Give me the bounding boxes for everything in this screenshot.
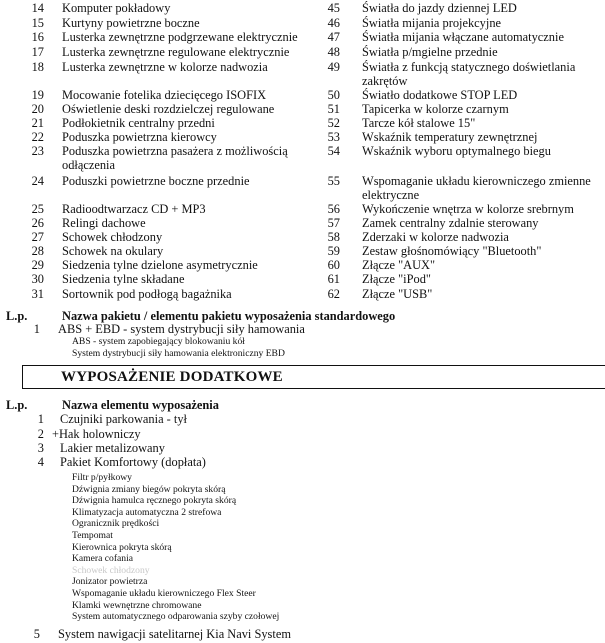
equipment-name: Mocowanie fotelika dziecięcego ISOFIX — [62, 88, 267, 102]
extra-text: System nawigacji satelitarnej Kia Navi System — [58, 627, 291, 641]
equipment-number: 59 — [327, 244, 340, 258]
equipment-number: 24 — [31, 174, 44, 188]
equipment-number: 28 — [31, 244, 44, 258]
equipment-number: 49 — [327, 60, 340, 74]
equipment-name: Tapicerka w kolorze czarnym — [362, 102, 509, 116]
equipment-number: 51 — [327, 102, 340, 116]
equipment-number: 29 — [31, 258, 44, 272]
comfort-package-item: Dźwignia hamulca ręcznego pokryta skórą — [72, 495, 237, 507]
extra-number: 1 — [37, 412, 44, 426]
equipment-number: 23 — [31, 144, 44, 158]
equipment-name: Kurtyny powietrzne boczne — [62, 16, 200, 30]
extra-text: Pakiet Komfortowy (dopłata) — [60, 455, 206, 469]
extra-number: 2 — [37, 427, 44, 441]
equipment-number: 55 — [327, 174, 340, 188]
equipment-name: Wskaźnik temperatury zewnętrznej — [362, 130, 538, 144]
extra-number: 4 — [37, 455, 44, 469]
equipment-number: 56 — [327, 202, 340, 216]
equipment-name: Światła do jazdy dziennej LED — [362, 1, 517, 15]
comfort-package-item: Schowek chłodzony — [72, 564, 150, 576]
equipment-name: Lusterka zewnętrzne regulowane elektrycznie — [62, 45, 290, 59]
package-lp-header: L.p. — [6, 309, 28, 323]
equipment-number: 22 — [31, 130, 44, 144]
extra-lp-header: L.p. — [6, 398, 28, 412]
equipment-name: Oświetlenie deski rozdzielczej regulowane — [62, 102, 275, 116]
equipment-name: Schowek na okulary — [62, 244, 164, 258]
equipment-number: 54 — [327, 144, 340, 158]
equipment-name: Radioodtwarzacz CD + MP3 — [62, 202, 206, 216]
comfort-package-item: Kamera cofania — [72, 553, 133, 565]
equipment-number: 16 — [31, 30, 44, 44]
equipment-number: 21 — [31, 116, 44, 130]
equipment-number: 48 — [327, 45, 340, 59]
equipment-number: 27 — [31, 230, 44, 244]
equipment-number: 30 — [31, 272, 44, 286]
equipment-name: Złącze "USB" — [362, 287, 433, 301]
section-title-box — [22, 365, 605, 389]
comfort-package-item: Tempomat — [72, 530, 113, 541]
comfort-package-item: Ogranicznik prędkości — [72, 518, 160, 530]
package-sub-item: System dystrybucji siły hamowania elektroniczny EBD — [72, 348, 285, 359]
equipment-name: Światła mijania projekcyjne — [362, 16, 502, 30]
equipment-name: Poduszka powietrzna kierowcy — [62, 130, 217, 144]
equipment-number: 45 — [327, 1, 340, 15]
equipment-number: 47 — [327, 30, 340, 44]
equipment-number: 15 — [31, 16, 44, 30]
extra-title-header: Nazwa elementu wyposażenia — [62, 398, 219, 412]
equipment-name: Siedzenia tylne składane — [62, 272, 185, 286]
equipment-number: 26 — [31, 216, 44, 230]
equipment-name-continued: zakrętów — [362, 74, 408, 88]
comfort-package-item: System automatycznego odparowania szyby czołowej — [72, 611, 280, 623]
section-title: WYPOSAŻENIE DODATKOWE — [61, 369, 283, 385]
comfort-package-item: Klamki wewnętrzne chromowane — [72, 599, 202, 611]
equipment-name: Zestaw głośnomówiący "Bluetooth" — [362, 244, 542, 258]
equipment-number: 53 — [327, 130, 340, 144]
equipment-name: Podłokietnik centralny przedni — [62, 116, 215, 130]
equipment-name: Poduszki powietrzne boczne przednie — [62, 174, 250, 188]
equipment-number: 31 — [31, 287, 44, 301]
extra-text: Czujniki parkowania - tył — [60, 412, 187, 426]
equipment-number: 19 — [31, 88, 44, 102]
equipment-number: 60 — [327, 258, 340, 272]
equipment-name-continued: elektryczne — [362, 188, 420, 202]
package-text: ABS + EBD - system dystrybucji siły hamowania — [58, 322, 305, 336]
equipment-number: 17 — [31, 45, 44, 59]
equipment-name: Zderzaki w kolorze nadwozia — [362, 230, 509, 244]
package-sub-item: ABS - system zapobiegający blokowaniu kół — [72, 336, 245, 347]
equipment-number: 18 — [31, 60, 44, 74]
extra-number: 3 — [37, 441, 44, 455]
comfort-package-item: Kierownica pokryta skórą — [72, 541, 172, 553]
equipment-number: 46 — [327, 16, 340, 30]
equipment-name: Relingi dachowe — [62, 216, 146, 230]
equipment-name-continued: odłączenia — [62, 158, 115, 172]
extra-number: 5 — [33, 627, 40, 641]
equipment-name: Lusterka zewnętrzne w kolorze nadwozia — [62, 60, 268, 74]
equipment-name: Wskaźnik wyboru optymalnego biegu — [362, 144, 551, 158]
equipment-number: 20 — [31, 102, 44, 116]
equipment-name: Zamek centralny zdalnie sterowany — [362, 216, 539, 230]
equipment-number: 50 — [327, 88, 340, 102]
comfort-package-item: Wspomaganie układu kierowniczego Flex Steer — [72, 588, 256, 599]
equipment-number: 52 — [327, 116, 340, 130]
equipment-number: 14 — [31, 1, 44, 15]
comfort-package-item: Klimatyzacja automatyczna 2 strefowa — [72, 506, 222, 518]
equipment-name: Sortownik pod podłogą bagażnika — [62, 287, 232, 301]
equipment-name: Lusterka zewnętrzne podgrzewane elektrycznie — [62, 30, 298, 44]
equipment-name: Tarcze kół stalowe 15" — [362, 116, 476, 130]
extra-text: +Hak holowniczy — [52, 427, 141, 441]
equipment-name: Złącze "iPod" — [362, 272, 431, 286]
equipment-name: Złącze "AUX" — [362, 258, 436, 272]
package-number: 1 — [33, 322, 40, 336]
comfort-package-item: Dźwignia zmiany biegów pokryta skórą — [72, 483, 226, 495]
equipment-name: Wykończenie wnętrza w kolorze srebrnym — [362, 202, 574, 216]
equipment-name: Poduszka powietrzna pasażera z możliwością — [62, 144, 288, 158]
package-title-header: Nazwa pakietu / elementu pakietu wyposażenia standardowego — [62, 309, 396, 323]
equipment-name: Światła z funkcją statycznego doświetlania — [362, 60, 576, 74]
equipment-number: 58 — [327, 230, 340, 244]
equipment-number: 62 — [327, 287, 340, 301]
equipment-name: Światła mijania włączane automatycznie — [362, 30, 564, 44]
equipment-number: 25 — [31, 202, 44, 216]
equipment-number: 61 — [327, 272, 340, 286]
comfort-package-item: Filtr p/pyłkowy — [72, 472, 132, 483]
equipment-name: Schowek chłodzony — [62, 230, 163, 244]
equipment-number: 57 — [327, 216, 340, 230]
equipment-name: Wspomaganie układu kierowniczego zmienne — [362, 174, 591, 188]
extra-text: Lakier metalizowany — [60, 441, 165, 455]
equipment-name: Światło dodatkowe STOP LED — [362, 88, 518, 102]
equipment-name: Siedzenia tylne dzielone asymetrycznie — [62, 258, 258, 272]
equipment-name: Światła p/mgielne przednie — [362, 45, 498, 59]
comfort-package-item: Jonizator powietrza — [72, 576, 148, 588]
equipment-name: Komputer pokładowy — [62, 1, 171, 15]
